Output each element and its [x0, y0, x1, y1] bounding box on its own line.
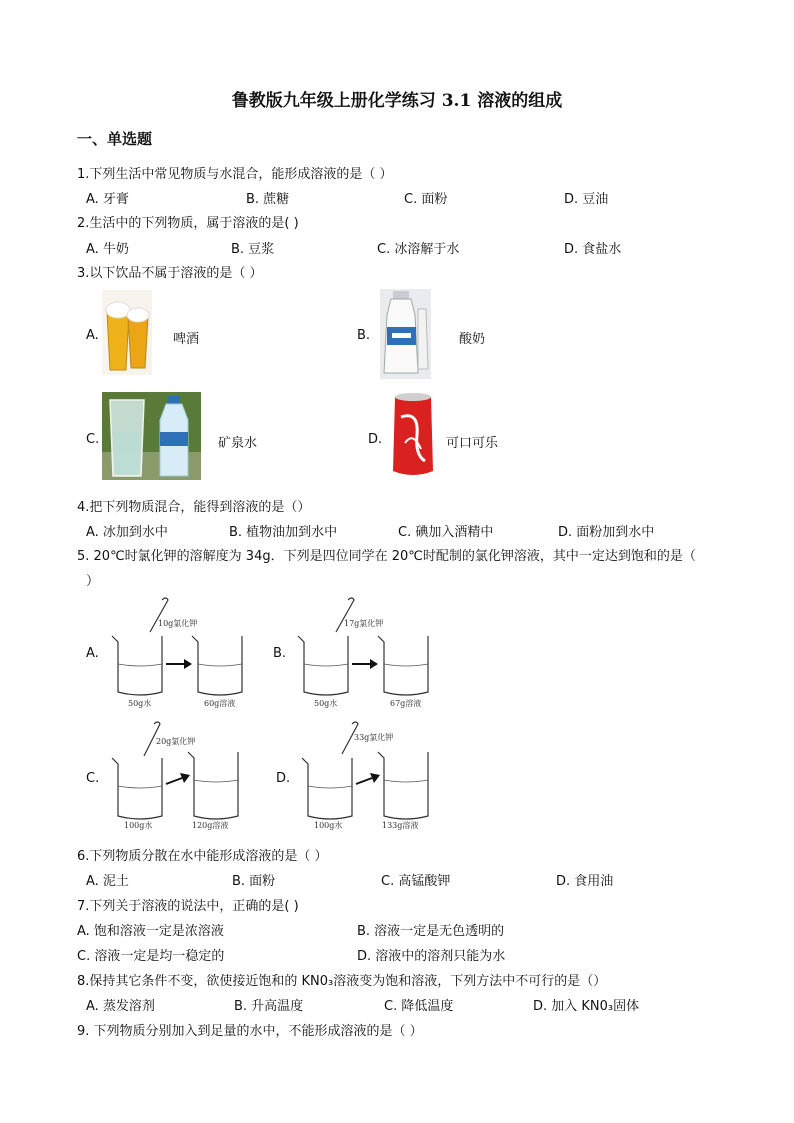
question-9-stem: 9. 下列物质分别加入到足量的水中，不能形成溶液的是（ ）	[77, 1024, 423, 1039]
q8-option-c[interactable]: C. 降低温度	[384, 999, 454, 1014]
q2-option-b[interactable]: B. 豆浆	[231, 242, 275, 257]
section-heading: 一、单选题	[77, 130, 153, 148]
q3-option-d-letter[interactable]: D.	[368, 432, 383, 447]
q5-b-spoon-label: 17g氯化钾	[344, 619, 384, 628]
q1-option-d[interactable]: D. 豆油	[564, 192, 609, 207]
cola-can-image	[389, 391, 437, 480]
q5-option-d-diagram	[290, 718, 450, 830]
q2-option-a[interactable]: A. 牛奶	[86, 242, 129, 257]
q2-option-d[interactable]: D. 食盐水	[564, 242, 622, 257]
question-7-stem: 7.下列关于溶液的说法中，正确的是( )	[77, 899, 299, 914]
question-6-stem: 6.下列物质分散在水中能形成溶液的是（ ）	[77, 849, 328, 864]
q4-option-a[interactable]: A. 冰加到水中	[86, 525, 168, 540]
q5-b-right-label: 67g溶液	[390, 699, 422, 708]
q5-d-spoon-label: 33g氯化钾	[354, 733, 394, 742]
q7-option-c[interactable]: C. 溶液一定是均一稳定的	[77, 949, 225, 964]
q5-d-left-label: 100g水	[314, 821, 343, 830]
q5-c-spoon-label: 20g氯化钾	[156, 737, 196, 746]
q8-option-b[interactable]: B. 升高温度	[234, 999, 304, 1014]
question-1-stem: 1.下列生活中常见物质与水混合，能形成溶液的是（ ）	[77, 167, 393, 182]
q5-a-spoon-label: 10g氯化钾	[158, 619, 198, 628]
q5-c-right-label: 120g溶液	[192, 821, 229, 830]
q2-option-c[interactable]: C. 冰溶解于水	[377, 242, 460, 257]
q5-option-b-letter[interactable]: B.	[273, 646, 287, 661]
q5-option-d-letter[interactable]: D.	[276, 771, 291, 786]
q3-option-d-label: 可口可乐	[446, 436, 499, 451]
q5-c-left-label: 100g水	[124, 821, 153, 830]
q5-a-left-label: 50g水	[128, 699, 152, 708]
question-3-stem: 3.以下饮品不属于溶液的是（ ）	[77, 266, 263, 281]
q3-option-b-letter[interactable]: B.	[357, 328, 371, 343]
q5-option-c-diagram	[100, 718, 260, 830]
q5-b-left-label: 50g水	[314, 699, 338, 708]
q1-option-a[interactable]: A. 牙膏	[86, 192, 129, 207]
q8-option-d[interactable]: D. 加入 KN0₃固体	[533, 999, 640, 1014]
question-5-stem: 5. 20℃时氯化钾的溶解度为 34g．下列是四位同学在 20℃时配制的氯化钾溶液，其中一定达到饱和的是（	[77, 549, 696, 564]
q5-option-a-letter[interactable]: A.	[86, 646, 99, 661]
q6-option-c[interactable]: C. 高锰酸钾	[381, 874, 451, 889]
q7-option-b[interactable]: B. 溶液一定是无色透明的	[357, 924, 505, 939]
q4-option-d[interactable]: D. 面粉加到水中	[558, 525, 655, 540]
q4-option-b[interactable]: B. 植物油加到水中	[229, 525, 338, 540]
q5-d-right-label: 133g溶液	[382, 821, 419, 830]
q7-option-d[interactable]: D. 溶液中的溶剂只能为水	[357, 949, 506, 964]
question-8-stem: 8.保持其它条件不变，欲使接近饱和的 KN0₃溶液变为饱和溶液，下列方法中不可行的是（）	[77, 974, 607, 989]
q3-option-a-label: 啤酒	[173, 332, 200, 347]
mineral-water-image	[102, 392, 201, 480]
q3-option-c-letter[interactable]: C.	[86, 432, 100, 447]
q6-option-a[interactable]: A. 泥土	[86, 874, 129, 889]
q3-option-a-letter[interactable]: A.	[86, 328, 99, 343]
question-2-stem: 2.生活中的下列物质，属于溶液的是( )	[77, 216, 299, 231]
q5-option-a-diagram	[100, 596, 260, 708]
q8-option-a[interactable]: A. 蒸发溶剂	[86, 999, 155, 1014]
q3-option-c-label: 矿泉水	[218, 436, 258, 451]
page-title: 鲁教版九年级上册化学练习 3.1 溶液的组成	[231, 91, 563, 111]
q5-a-right-label: 60g溶液	[204, 699, 236, 708]
q3-option-b-label: 酸奶	[459, 332, 486, 347]
q4-option-c[interactable]: C. 碘加入酒精中	[398, 525, 494, 540]
q1-option-c[interactable]: C. 面粉	[404, 192, 448, 207]
q5-option-b-diagram	[286, 596, 446, 708]
question-4-stem: 4.把下列物质混合，能得到溶液的是（）	[77, 500, 311, 515]
q6-option-b[interactable]: B. 面粉	[232, 874, 276, 889]
q7-option-a[interactable]: A. 饱和溶液一定是浓溶液	[77, 924, 224, 939]
q1-option-b[interactable]: B. 蔗糖	[246, 192, 290, 207]
q6-option-d[interactable]: D. 食用油	[556, 874, 614, 889]
question-5-stem-end: ）	[86, 574, 100, 589]
q5-option-c-letter[interactable]: C.	[86, 771, 100, 786]
beer-image	[102, 290, 152, 375]
yogurt-bottle-image	[380, 289, 431, 379]
